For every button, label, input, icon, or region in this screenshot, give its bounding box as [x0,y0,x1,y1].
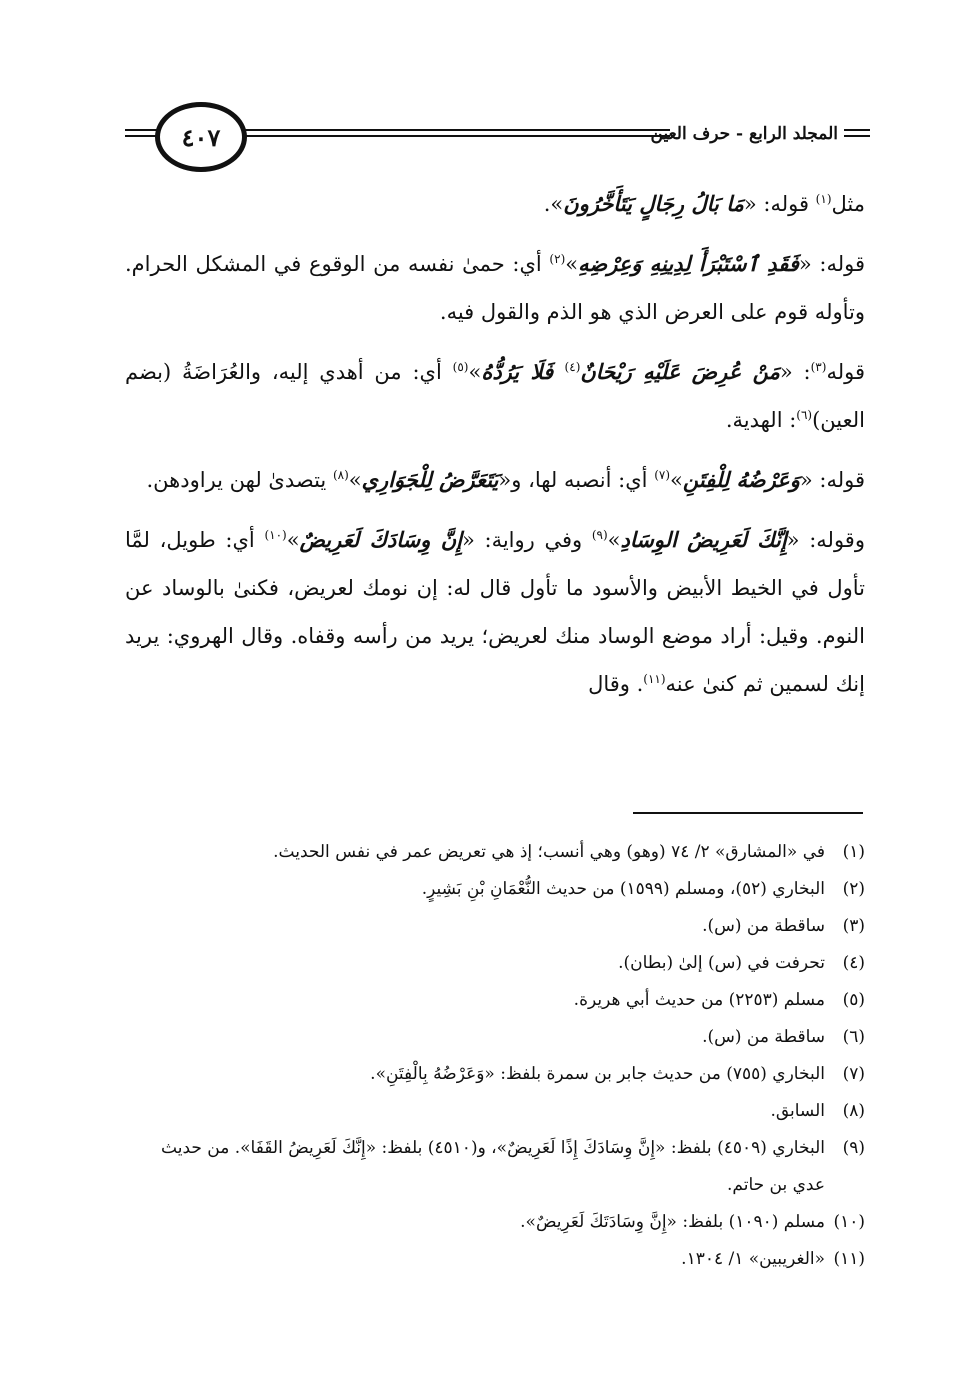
footnote-item [125,1056,865,1093]
text-run: » [607,528,621,552]
footnote-item [125,1241,865,1278]
footnote-ref: (٩) [591,528,608,542]
footnote-number: (١١) [833,1249,865,1269]
footnote-ref: (٧) [654,468,671,482]
text-run: ». [543,192,564,216]
footnote-ref: (٥) [452,360,469,374]
header-rule-bottom [233,135,670,137]
footnote-ref: (١٠) [264,528,287,542]
footnote-number: (٣) [842,916,865,936]
text-run: » [565,252,579,276]
text-run: أي: حمىٰ نفسه من الوقوع في المشكل الحرام. وتأوله قوم على العرض الذي هو الذم والقول فيه. [125,252,865,324]
footnotes [125,834,865,1278]
text-run: قوله: « [799,468,865,492]
footnote-text: تحرفت في (س) إلىٰ (بطان). [618,953,825,973]
footnote-text: البخاري (٧٥٥) من حديث جابر بن سمرة بلفظ: «وَعَرْضُهُ بِالْفِتَنِ». [370,1064,825,1084]
footnote-text: «الغريبين» ١/ ١٣٠٤. [681,1249,825,1269]
footnote-number: (٤) [842,953,865,973]
footnote-number: (١٠) [833,1212,865,1232]
text-run: قوله: « [743,192,816,216]
page-number: ٤٠٧ [155,102,247,172]
hadith-quote: يَتَعَرَّضُ لِلْجَوَارِي [361,467,499,492]
text-run: : الهدية. [725,408,797,432]
running-head: المجلد الرابع - حرف العين [650,124,838,144]
header-rule-right-top [844,129,870,131]
text-run: قوله [826,360,865,384]
footnote-item [125,1130,865,1204]
footnote-ref: (٢) [549,252,566,266]
footnote-text: البخاري (٤٥٠٩) بلفظ: «إِنَّ وِسَادَكَ إِذًا لَعَرِيضٌ»، و(٤٥١٠) بلفظ: «إِنَّكَ لَعَرِيضُ القَفَا». من حديث عدي بن حاتم. [161,1138,825,1195]
footnote-item [125,1204,865,1241]
footnote-number: (٥) [842,990,865,1010]
footnote-text: ساقطة من (س). [702,1027,825,1047]
text-run: » [670,468,683,492]
paragraph-5 [125,516,865,708]
footnote-item [125,1093,865,1130]
header-rule-top [233,129,670,131]
header-rule-left-bottom [125,135,159,137]
footnote-number: (٨) [842,1101,865,1121]
footnote-text: مسلم (٢٢٥٣) من حديث أبي هريرة. [573,990,825,1010]
header-rule-right-bottom [844,135,870,137]
footnote-number: (٧) [842,1064,865,1084]
paragraph-3 [125,348,865,444]
text-run: » [468,360,482,384]
hadith-quote: مَنْ عُرِضَ عَلَيْهِ رَيْحَانٌ [580,359,780,384]
hadith-quote: فَلَا يَرُدُّهُ [481,359,565,384]
text-run: مثل [831,192,865,216]
text-run: أي: من أهدي إليه، والعُرَاضَةُ (بضم العين) [125,360,865,432]
footnote-item [125,945,865,982]
footnote-item [125,908,865,945]
text-run: أي: أنصبه لها، و« [498,468,655,492]
text-run: وفي رواية: « [461,528,592,552]
footnote-text: مسلم (١٠٩٠) بلفظ: «إِنَّ وِسَادَتَكَ لَعَرِيضٌ». [520,1212,825,1232]
page-header [125,96,870,186]
paragraph-2 [125,240,865,336]
footnote-text: في «المشارق» ٢/ ٧٤ (وهو) وهي أنسب؛ إذ هي تعريض عمر في نفس الحديث. [273,842,825,862]
footnote-number: (١) [842,842,865,862]
footnote-ref: (٦) [796,408,813,422]
main-text [125,180,865,720]
hadith-quote: فَقَدِ ٱسْتَبْرَأَ لِدِينِهِ وَعِرْضِهِ [578,251,799,276]
hadith-quote: إِنَّكَ لَعَرِيضُ الوِسَادِ [620,527,787,552]
footnote-number: (٦) [842,1027,865,1047]
text-run: يتصدىٰ لهن يراودهن. [146,468,333,492]
text-run: قوله: « [798,252,865,276]
hadith-quote: إِنَّ وِسَادَكَ لَعَرِيضٌ [299,527,462,552]
text-run: » [286,528,300,552]
header-rule-left-top [125,129,159,131]
text-run: : « [779,360,811,384]
footnote-ref: (٣) [810,360,827,374]
footnote-ref: (١١) [643,672,666,686]
footnote-text: ساقطة من (س). [702,916,825,936]
paragraph-4 [125,456,865,504]
footnote-number: (٩) [842,1138,865,1158]
text-run: أي: طويل، لمَّا تأول في الخيط الأبيض والأسود ما تأول قال له: إن نومك لعريض، فكنىٰ بالوساد عن النوم. وقيل: أراد موضع الوساد منك لعريض؛ يريد من رأسه وقفاه. وقال الهروي: يريد إنك لسمين ثم كنىٰ عنه [125,528,865,696]
footnote-item [125,871,865,908]
footnote-item [125,834,865,871]
footnote-ref: (٤) [564,360,581,374]
footnote-number: (٢) [842,879,865,899]
footnote-item [125,982,865,1019]
text-run: » [348,468,362,492]
footnote-text: السابق. [770,1101,825,1121]
footnote-separator [633,812,863,814]
footnote-text: البخاري (٥٢)، ومسلم (١٥٩٩) من حديث النُّعْمَانِ بْنِ بَشِيرٍ. [421,879,825,899]
hadith-quote: وَعَرْضُهُ لِلْفِتَنِ [682,467,800,492]
footnote-ref: (١) [815,192,832,206]
text-run: وقوله: « [786,528,865,552]
paragraph-1 [125,180,865,228]
footnote-item [125,1019,865,1056]
text-run: . وقال [588,672,644,696]
hadith-quote: مَا بَالُ رِجَالٍ يَتَأَخَّرُونَ [563,191,744,216]
footnote-ref: (٨) [332,468,349,482]
